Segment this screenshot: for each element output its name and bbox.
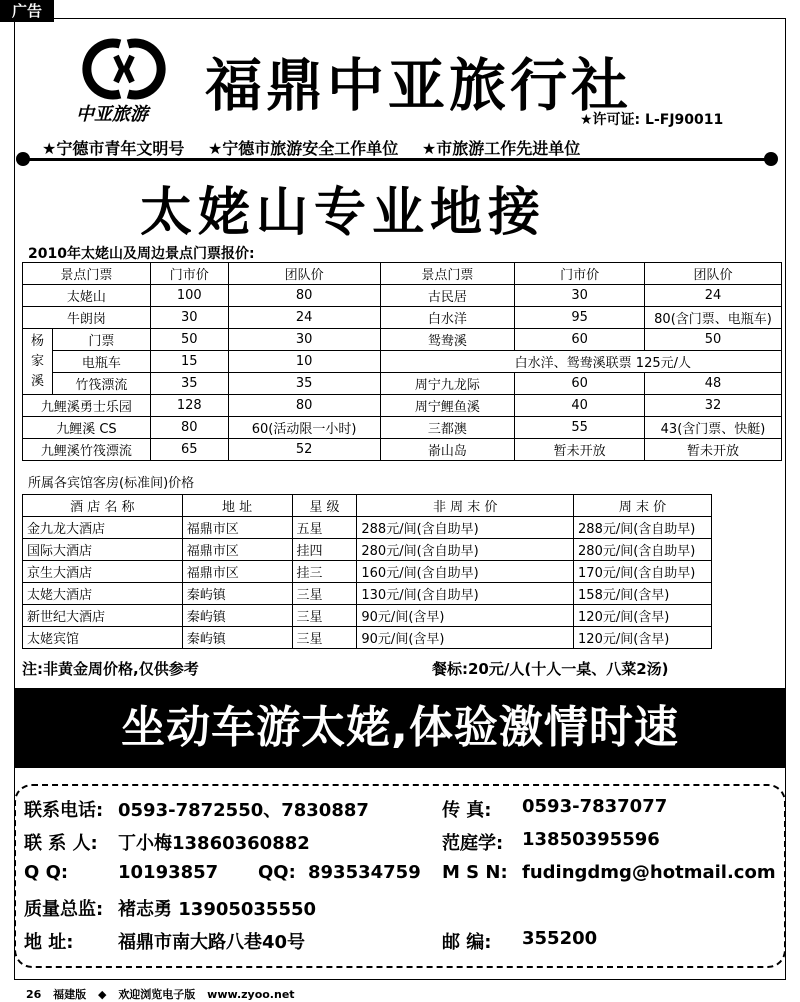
qq2-value: 893534759 (308, 862, 421, 883)
meal-standard: 餐标:20元/人(十人一桌、八菜2汤) (432, 660, 669, 678)
edition-label: 福建版 (53, 988, 87, 1001)
qq-value: 10193857 (118, 862, 219, 883)
table-row: 九鲤溪竹筏漂流 65 52 嵛山岛 暂未开放 暂未开放 (23, 439, 782, 461)
honor-3: ★市旅游工作先进单位 (421, 139, 581, 158)
table-row: 新世纪大酒店 秦屿镇 三星 90元/间(含早) 120元/间(含早) (23, 605, 712, 627)
table-row: 国际大酒店 福鼎市区 挂四 280元/间(含自助早) 280元/间(含自助早) (23, 539, 712, 561)
fax-label: 传 真: (442, 800, 492, 821)
honor-1: ★宁德市青年文明号 (42, 139, 185, 158)
ticket-table-title: 2010年太姥山及周边景点门票报价: (28, 246, 255, 262)
divider-rule (22, 158, 772, 161)
page-number: 26 (26, 988, 42, 1001)
fan-label: 范庭学: (442, 833, 504, 854)
honor-2: ★宁德市旅游安全工作单位 (207, 139, 399, 158)
address-value: 福鼎市南大路八巷40号 (118, 932, 306, 953)
quality-director-label: 质量总监: (24, 899, 104, 920)
table-row: 太姥大酒店 秦屿镇 三星 130元/间(含自助早) 158元/间(含早) (23, 583, 712, 605)
table-row: 太姥宾馆 秦屿镇 三星 90元/间(含早) 120元/间(含早) (23, 627, 712, 649)
quality-director-value: 褚志勇 13905035550 (118, 899, 317, 920)
table-row: 酒 店 名 称 地 址 星 级 非 周 末 价 周 末 价 (23, 495, 712, 517)
logo-text: 中亚旅游 (76, 104, 148, 125)
zip-label: 邮 编: (442, 932, 492, 953)
company-name: 福鼎中亚旅行社 (205, 53, 632, 119)
license-number: ★许可证: L-FJ90011 (580, 112, 724, 128)
rule-dot-left (16, 152, 30, 166)
site-url: www.zyoo.net (207, 988, 295, 1001)
promo-banner: 坐动车游太姥,体验激情时速 (14, 688, 786, 768)
welcome-text: 欢迎浏览电子版 (118, 988, 196, 1001)
table-row: 竹筏漂流 35 35 周宁九龙际 60 48 (23, 373, 782, 395)
table-row: 九鲤溪勇士乐园 128 80 周宁鲤鱼溪 40 32 (23, 395, 782, 417)
table-row: 电瓶车 15 10 白水洋、鸳鸯溪联票 125元/人 (23, 351, 782, 373)
table-row: 牛朗岗 30 24 白水洋 95 80(含门票、电瓶车) (23, 307, 782, 329)
hotel-table-caption: 所属各宾馆客房(标准间)价格 (28, 476, 195, 491)
contact-person-value: 丁小梅13860360882 (118, 833, 310, 854)
table-row: 景点门票 门市价 团队价 景点门票 门市价 团队价 (23, 263, 782, 285)
table-row: 金九龙大酒店 福鼎市区 五星 288元/间(含自助早) 288元/间(含自助早) (23, 517, 712, 539)
table-row: 京生大酒店 福鼎市区 挂三 160元/间(含自助早) 170元/间(含自助早) (23, 561, 712, 583)
qq-label: Q Q: (24, 862, 69, 883)
rule-dot-right (764, 152, 778, 166)
company-logo-icon (82, 38, 166, 100)
address-label: 地 址: (24, 932, 74, 953)
table-row: 九鲤溪 CS 80 60(活动限一小时) 三都澳 55 43(含门票、快艇) (23, 417, 782, 439)
msn-value: fudingdmg@hotmail.com (522, 862, 776, 883)
fan-value: 13850395596 (522, 829, 660, 850)
ticket-price-table (22, 262, 782, 461)
table-row: 杨家溪 门票 50 30 鸳鸯溪 60 50 (23, 329, 782, 351)
qq2-label: QQ: (258, 862, 296, 883)
headline: 太姥山专业地接 (140, 183, 547, 243)
yangjiaxi-label: 杨家溪 (23, 329, 53, 395)
phone-value: 0593-7872550、7830887 (118, 800, 369, 821)
table-row: 太姥山 100 80 古民居 30 24 (23, 285, 782, 307)
zip-value: 355200 (522, 928, 598, 949)
hotel-price-table (22, 494, 712, 649)
ad-tag: 广告 (0, 0, 54, 22)
phone-label: 联系电话: (24, 800, 104, 821)
fax-value: 0593-7837077 (522, 796, 668, 817)
honors-line (42, 136, 782, 159)
msn-label: M S N: (442, 862, 508, 883)
diamond-icon: ◆ (98, 988, 107, 1001)
contact-person-label: 联 系 人: (24, 833, 98, 854)
price-note: 注:非黄金周价格,仅供参考 (22, 660, 199, 678)
